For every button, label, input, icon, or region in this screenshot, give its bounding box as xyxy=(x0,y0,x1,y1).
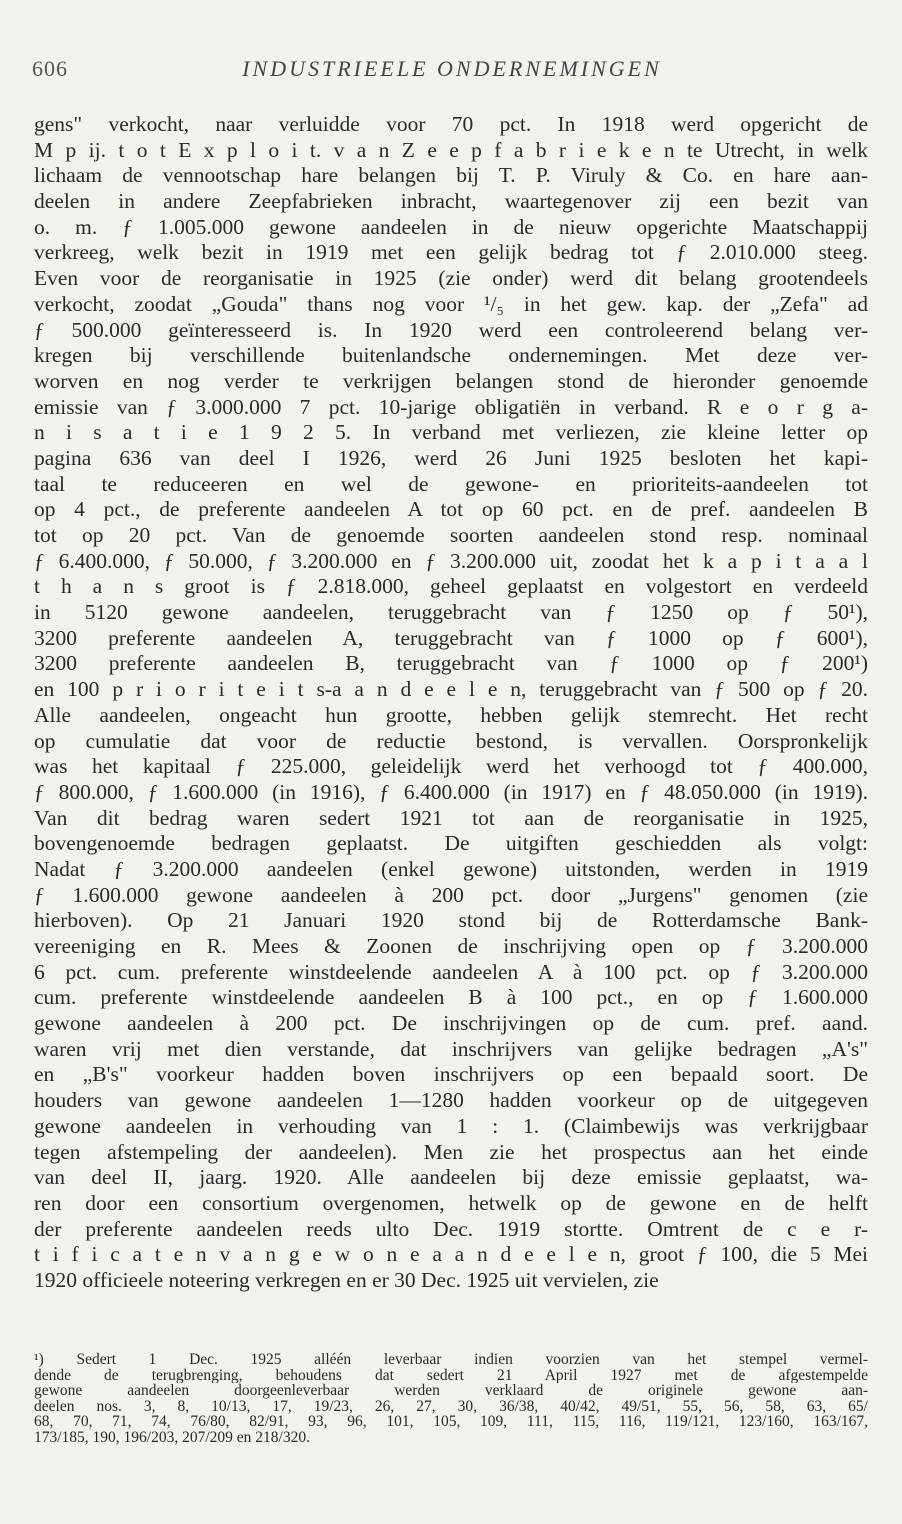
body-line: Even voor de reorganisatie in 1925 (zie onder) werd dit belang grootendeels xyxy=(34,266,868,291)
body-line: van deel II, jaarg. 1920. Alle aandeelen bij deze emissie geplaatst, wa- xyxy=(34,1165,868,1190)
body-line: bovengenoemde bedragen geplaatst. De uitgiften geschiedden als volgt: xyxy=(34,831,868,856)
body-line: emissie van ƒ 3.000.000 7 pct. 10-jarige obligatiën in verband. R e o r g a- xyxy=(34,394,868,419)
body-line: Van dit bedrag waren sedert 1921 tot aan de reorganisatie in 1925, xyxy=(34,805,868,830)
body-line: M p ij. t o t E x p l o i t. v a n Z e e p f a b r i e k e n te Utrecht, in welk xyxy=(34,137,868,162)
running-title: INDUSTRIEELE ONDERNEMINGEN xyxy=(242,56,662,81)
footnote-line: 173/185, 190, 196/203, 207/209 en 218/320. xyxy=(34,1429,310,1446)
body-line: 1920 officieele noteering verkregen en er 30 Dec. 1925 uit vervielen, zie xyxy=(34,1267,659,1292)
body-line: lichaam de vennootschap hare belangen bij T. P. Viruly & Co. en hare aan- xyxy=(34,163,868,188)
body-line: 6 pct. cum. preferente winstdeelende aandeelen A à 100 pct. op ƒ 3.200.000 xyxy=(34,959,868,984)
body-line: kregen bij verschillende buitenlandsche ondernemingen. Met deze ver- xyxy=(34,343,868,368)
footnote-line: gewone aandeelen doorgeenleverbaar werden verklaard de originele gewone aan- xyxy=(34,1383,868,1399)
page-number: 606 xyxy=(32,56,68,81)
body-line: verkreeg, welk bezit in 1919 met een gelijk bedrag tot ƒ 2.010.000 steeg. xyxy=(34,240,868,265)
body-line: ƒ 800.000, ƒ 1.600.000 (in 1916), ƒ 6.400.000 (in 1917) en ƒ 48.050.000 (in 1919). xyxy=(34,779,868,804)
footnote-line: ¹) Sedert 1 Dec. 1925 alléén leverbaar indien voorzien van het stempel vermel- xyxy=(34,1352,868,1368)
body-line: ren door een consortium overgenomen, hetwelk op de gewone en de helft xyxy=(34,1190,868,1215)
body-line: tot op 20 pct. Van de genoemde soorten aandeelen stond resp. nominaal xyxy=(34,523,868,547)
footnote-line: dende de terugbrenging, behoudens dat sedert 21 April 1927 met de afgestempelde xyxy=(34,1367,868,1384)
body-line: deelen in andere Zeepfabrieken inbracht, waartegenover zij een bezit van xyxy=(34,189,868,214)
body-line: vereeniging en R. Mees & Zoonen de inschrijving open op ƒ 3.200.000 xyxy=(34,934,868,958)
body-line: t i f i c a t e n v a n g e w o n e a a n d e e l e n, groot ƒ 100, die 5 Mei xyxy=(34,1242,868,1267)
body-line: en „B's" voorkeur hadden boven inschrijvers op een bepaald soort. De xyxy=(34,1062,868,1087)
body-line: op 4 pct., de preferente aandeelen A tot op 60 pct. en de pref. aandeelen B xyxy=(34,497,868,522)
body-line: ƒ 1.600.000 gewone aandeelen à 200 pct. door „Jurgens" genomen (zie xyxy=(34,882,868,907)
body-line: t h a n s groot is ƒ 2.818.000, geheel geplaatst en volgestort en verdeeld xyxy=(34,574,868,599)
body-line: Nadat ƒ 3.200.000 aandeelen (enkel gewone) uitstonden, werden in 1919 xyxy=(34,856,868,881)
body-line: ƒ 500.000 geïnteresseerd is. In 1920 werd een controleerend belang ver- xyxy=(34,317,868,342)
body-line: was het kapitaal ƒ 225.000, geleidelijk werd het verhoogd tot ƒ 400.000, xyxy=(34,754,868,779)
body-line: pagina 636 van deel I 1926, werd 26 Juni 1925 besloten het kapi- xyxy=(34,445,868,470)
body-line: ƒ 6.400.000, ƒ 50.000, ƒ 3.200.000 en ƒ 3.200.000 uit, zoodat het k a p i t a a l xyxy=(34,548,868,573)
footnote-line: 68, 70, 71, 74, 76/80, 82/91, 93, 96, 101, 105, 109, 111, 115, 116, 119/121, 123/160, 163/167, xyxy=(34,1414,868,1430)
body-line: en 100 p r i o r i t e i t s-a a n d e e l e n, teruggebracht van ƒ 500 op ƒ 20. xyxy=(34,677,868,702)
body-line: hierboven). Op 21 Januari 1920 stond bij de Rotterdamsche Bank- xyxy=(34,908,868,933)
footnote-line: deelen nos. 3, 8, 10/13, 17, 19/23, 26, 27, 30, 36/38, 40/42, 49/51, 55, 56, 58, 63, 65/ xyxy=(34,1398,868,1415)
body-line: in 5120 gewone aandeelen, teruggebracht van ƒ 1250 op ƒ 50¹), xyxy=(34,600,868,625)
body-line: worven en nog verder te verkrijgen belangen stond de hieronder genoemde xyxy=(34,368,868,393)
page-header xyxy=(32,56,872,86)
body-line: der preferente aandeelen reeds ulto Dec. 1919 stortte. Omtrent de c e r- xyxy=(34,1216,868,1241)
body-line: 3200 preferente aandeelen A, teruggebracht van ƒ 1000 op ƒ 600¹), xyxy=(34,625,868,650)
body-line: gens" verkocht, naar verluidde voor 70 pct. In 1918 werd opgericht de xyxy=(34,112,868,136)
body-line: gewone aandeelen in verhouding van 1 : 1. (Claimbewijs was verkrijgbaar xyxy=(34,1113,868,1138)
body-line: op cumulatie dat voor de reductie bestond, is vervallen. Oorspronkelijk xyxy=(34,728,868,753)
body-line: waren vrij met dien verstande, dat inschrijvers van gelijke bedragen „A's" xyxy=(34,1036,868,1061)
body-text xyxy=(34,112,868,1294)
body-line: 3200 preferente aandeelen B, teruggebracht van ƒ 1000 op ƒ 200¹) xyxy=(34,651,868,676)
body-line: o. m. ƒ 1.005.000 gewone aandeelen in de nieuw opgerichte Maatschappij xyxy=(34,214,868,239)
footnote xyxy=(34,1352,868,1446)
body-line: houders van gewone aandeelen 1—1280 hadden voorkeur op de uitgegeven xyxy=(34,1088,868,1113)
body-line: Alle aandeelen, ongeacht hun grootte, hebben gelijk stemrecht. Het recht xyxy=(34,702,868,727)
body-line: taal te reduceeren en wel de gewone- en prioriteits-aandeelen tot xyxy=(34,471,868,496)
body-line: verkocht, zoodat „Gouda" thans nog voor ¹/₅ in het gew. kap. der „Zefa" ad xyxy=(34,291,868,316)
body-line: tegen afstempeling der aandeelen). Men zie het prospectus aan het einde xyxy=(34,1139,868,1164)
body-line: gewone aandeelen à 200 pct. De inschrijvingen op de cum. pref. aand. xyxy=(34,1011,868,1036)
body-line: cum. preferente winstdeelende aandeelen B à 100 pct., en op ƒ 1.600.000 xyxy=(34,985,868,1010)
body-line: n i s a t i e 1 9 2 5. In verband met verliezen, zie kleine letter op xyxy=(34,420,868,445)
